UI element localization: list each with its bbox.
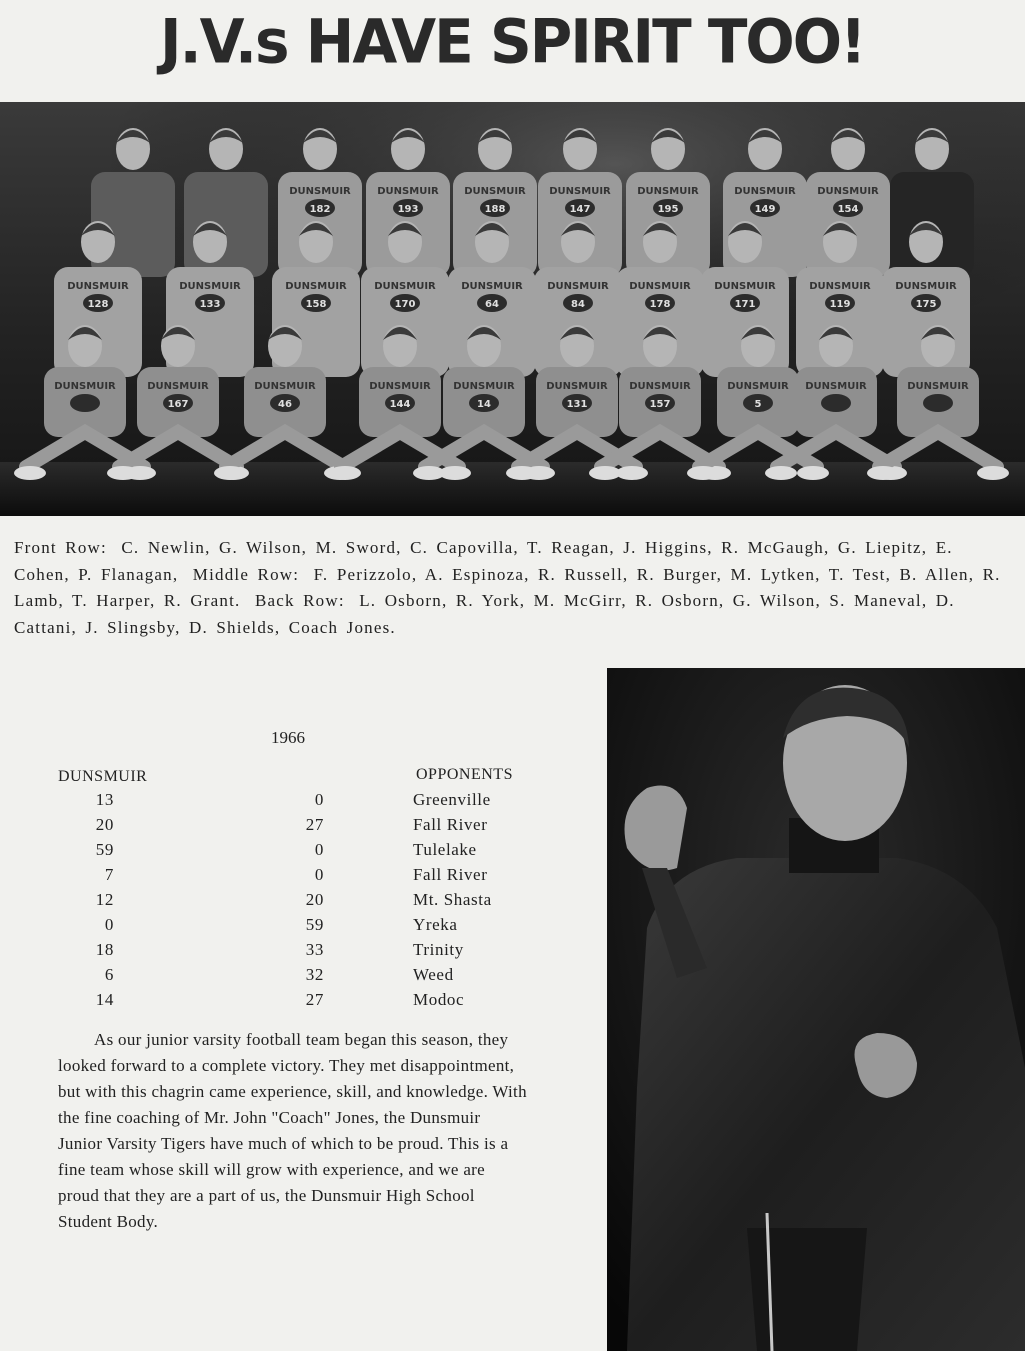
jersey-number: 46	[278, 399, 292, 410]
jersey-text: DUNSMUIR	[546, 381, 608, 392]
score-table	[60, 790, 530, 1015]
jersey-text: DUNSMUIR	[629, 281, 691, 292]
jersey-number: 195	[657, 204, 679, 215]
jersey-text: DUNSMUIR	[547, 281, 609, 292]
article-body	[58, 1027, 528, 1235]
jersey-number: 133	[199, 299, 221, 310]
home-score: 12	[95, 890, 114, 909]
back-row-names: L. Osborn, R. York, M. McGirr, R. Osborn, G. Wilson, S. Maneval, D. Cattani, J. Slingsby, D. Shields, Coach Jones.	[14, 591, 955, 637]
middle-row-label: Middle Row:	[192, 564, 300, 584]
home-score: 20	[95, 815, 114, 834]
opponent-score: 0	[314, 865, 324, 884]
opponent-score: 33	[305, 940, 324, 959]
jersey-number: 157	[649, 399, 671, 410]
jersey-text: DUNSMUIR	[805, 381, 867, 392]
home-score: 0	[104, 915, 114, 934]
jersey-text: DUNSMUIR	[734, 186, 796, 197]
score-row	[60, 840, 530, 865]
home-score: 6	[104, 965, 114, 984]
jersey-text: DUNSMUIR	[461, 281, 523, 292]
jersey-number: 182	[309, 204, 331, 215]
opponent-score: 27	[305, 990, 324, 1009]
score-row	[60, 865, 530, 890]
jersey-text: DUNSMUIR	[54, 381, 116, 392]
home-score: 13	[95, 790, 114, 809]
coach-photo	[607, 668, 1025, 1351]
score-row	[60, 890, 530, 915]
opponent-name: Yreka	[413, 915, 458, 934]
team-photo-illustration	[0, 102, 1025, 516]
opponents-header: OPPONENTS	[416, 766, 513, 783]
jersey-number: 170	[394, 299, 416, 310]
jersey-number: 175	[915, 299, 937, 310]
score-row	[60, 940, 530, 965]
coach-photo-illustration	[607, 668, 1025, 1351]
jersey-number: 14	[477, 399, 491, 410]
jersey-text: DUNSMUIR	[285, 281, 347, 292]
jersey-number: 171	[734, 299, 756, 310]
opponent-score: 32	[305, 965, 324, 984]
jersey-text: DUNSMUIR	[727, 381, 789, 392]
jersey-text: DUNSMUIR	[147, 381, 209, 392]
article-paragraph: As our junior varsity football team began this season, they looked forward to a complete victory. They met disappointment, but with this chagrin came experience, skill, and knowledge. With the fine coaching of Mr. John "Coach" Jones, the Dunsmuir Junior Varsity Tigers have much of which to be proud. This is a fine team whose skill will grow with experience, and we are proud that they are a part of us, the Dunsmuir High School Student Body.	[58, 1030, 527, 1231]
home-score: 14	[95, 990, 114, 1009]
jersey-text: DUNSMUIR	[67, 281, 129, 292]
jersey-text: DUNSMUIR	[895, 281, 957, 292]
jersey-number: 128	[87, 299, 109, 310]
page-headline: J.V.s HAVE SPIRIT TOO!	[160, 6, 865, 78]
home-team-header: DUNSMUIR	[58, 768, 148, 785]
jersey-number: 167	[167, 399, 189, 410]
jersey-number: 154	[837, 204, 859, 215]
jersey-text: DUNSMUIR	[179, 281, 241, 292]
jersey-number: 147	[569, 204, 591, 215]
front-row-label: Front Row:	[14, 538, 107, 557]
opponent-score: 59	[305, 915, 324, 934]
jersey-number: 144	[389, 399, 411, 410]
score-row	[60, 915, 530, 940]
home-score: 7	[104, 865, 114, 884]
jersey-number: 131	[566, 399, 588, 410]
team-photo	[0, 102, 1025, 516]
opponent-name: Trinity	[413, 940, 464, 959]
jersey-text: DUNSMUIR	[549, 186, 611, 197]
jersey-number: 84	[571, 299, 585, 310]
opponent-name: Weed	[413, 965, 454, 984]
opponent-name: Modoc	[413, 990, 465, 1009]
opponent-score: 0	[314, 840, 324, 859]
jersey-text: DUNSMUIR	[377, 186, 439, 197]
opponent-score: 0	[314, 790, 324, 809]
jersey-text: DUNSMUIR	[289, 186, 351, 197]
jersey-text: DUNSMUIR	[907, 381, 969, 392]
score-row	[60, 990, 530, 1015]
jersey-number: 158	[305, 299, 327, 310]
jersey-number: 64	[485, 299, 499, 310]
home-score: 18	[95, 940, 114, 959]
score-row	[60, 965, 530, 990]
jersey-text: DUNSMUIR	[453, 381, 515, 392]
opponent-score: 27	[305, 815, 324, 834]
home-score: 59	[95, 840, 114, 859]
opponent-name: Tulelake	[413, 840, 477, 859]
back-row-label: Back Row:	[254, 591, 345, 610]
middle-row-names: F. Perizzolo, A. Espinoza, R. Russell, R. Burger, M. Lytken, T. Test, B. Allen, R. Lamb, T. Harper, R. Grant.	[14, 564, 1001, 610]
jersey-text: DUNSMUIR	[809, 281, 871, 292]
jersey-text: DUNSMUIR	[714, 281, 776, 292]
jersey-number: 149	[754, 204, 776, 215]
jersey-text: DUNSMUIR	[817, 186, 879, 197]
jersey-text: DUNSMUIR	[464, 186, 526, 197]
score-row	[60, 790, 530, 815]
opponent-score: 20	[305, 890, 324, 909]
jersey-number: 178	[649, 299, 671, 310]
roster-caption	[14, 535, 1014, 641]
jersey-text: DUNSMUIR	[374, 281, 436, 292]
jersey-number: 193	[397, 204, 419, 215]
opponent-name: Fall River	[413, 815, 488, 834]
opponent-name: Greenville	[413, 790, 491, 809]
jersey-number: 119	[829, 299, 851, 310]
jersey-text: DUNSMUIR	[629, 381, 691, 392]
front-row-names: C. Newlin, G. Wilson, M. Sword, C. Capovilla, T. Reagan, J. Higgins, R. McGaugh, G. Liepitz, E. Cohen, P. Flanagan,	[14, 538, 953, 584]
jersey-text: DUNSMUIR	[254, 381, 316, 392]
jersey-number: 188	[484, 204, 506, 215]
jersey-number: 5	[754, 399, 762, 410]
score-row	[60, 815, 530, 840]
jersey-text: DUNSMUIR	[369, 381, 431, 392]
opponent-name: Mt. Shasta	[413, 890, 492, 909]
jersey-text: DUNSMUIR	[637, 186, 699, 197]
season-year: 1966	[271, 728, 305, 747]
opponent-name: Fall River	[413, 865, 488, 884]
